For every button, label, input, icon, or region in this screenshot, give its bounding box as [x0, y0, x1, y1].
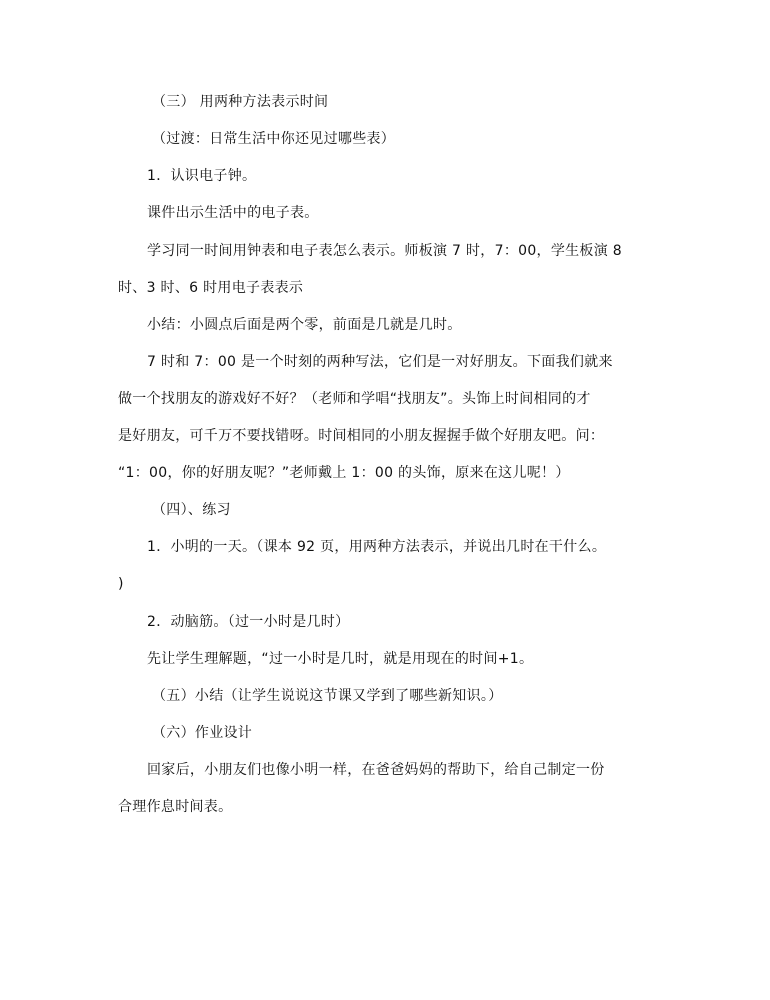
exercise-2-line: 2．动脑筋。（过一小时是几时） [147, 614, 350, 630]
paragraph-line: 做一个找朋友的游戏好不好？（老师和学唱“找朋友”。头饰上时间相同的才 [118, 391, 591, 407]
paragraph-line: 学习同一时间用钟表和电子表怎么表示。师板演 7 时，7：00，学生板演 8 [147, 243, 622, 259]
paragraph-line: 是好朋友，可千万不要找错呀。时间相同的小朋友握握手做个好朋友吧。问： [118, 428, 605, 444]
section-heading-6: （六）作业设计 [152, 725, 253, 741]
exercise-1-line: 1．小明的一天。（课本 92 页，用两种方法表示，并说出几时在干什么。 [147, 539, 607, 555]
paragraph-line: 7 时和 7：00 是一个时刻的两种写法，它们是一对好朋友。下面我们就来 [147, 354, 613, 370]
paragraph-line: “1：00，你的好朋友呢？”老师戴上 1：00 的头饰，原来在这儿呢！） [118, 465, 570, 481]
step-1-heading: 1．认识电子钟。 [147, 168, 257, 184]
summary-line: 小结：小圆点后面是两个零，前面是几就是几时。 [147, 317, 462, 333]
paragraph-line: 合理作息时间表。 [118, 799, 233, 815]
section-heading-5: （五）小结（让学生说说这节课又学到了哪些新知识。） [152, 688, 503, 704]
section-heading-4: （四）、练习 [152, 502, 231, 518]
transition-note: （过渡：日常生活中你还见过哪些表） [152, 131, 396, 147]
paragraph-line: 课件出示生活中的电子表。 [147, 205, 319, 221]
section-heading-3: （三） 用两种方法表示时间 [152, 94, 329, 110]
paragraph-line: ) [118, 576, 124, 592]
paragraph-line: 时、3 时、6 时用电子表表示 [118, 280, 304, 296]
paragraph-line: 回家后，小朋友们也像小明一样，在爸爸妈妈的帮助下，给自己制定一份 [147, 762, 605, 778]
paragraph-line: 先让学生理解题，“过一小时是几时，就是用现在的时间+1。 [147, 651, 534, 667]
